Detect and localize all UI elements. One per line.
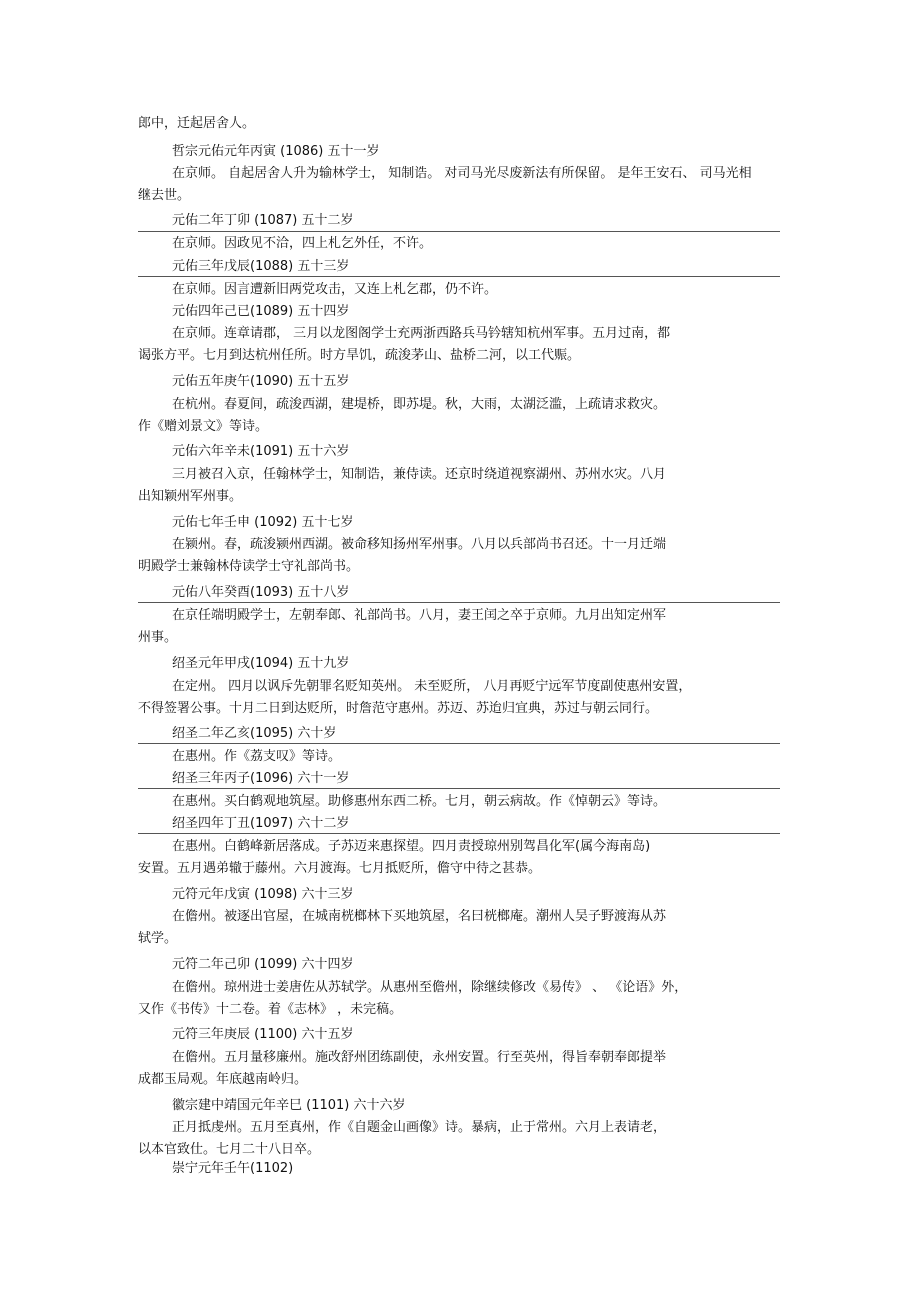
text-line: 谒张方平。七月到达杭州任所。时方旱饥，疏浚茅山、盐桥二河，以工代赈。 bbox=[138, 348, 581, 363]
text-line: 在儋州。五月量移廉州。施改舒州团练副使，永州安置。行至英州，得旨奉朝奉郎提举 bbox=[172, 1050, 667, 1065]
text-line: 继去世。 bbox=[138, 188, 191, 203]
year-heading: 徽宗建中靖国元年辛巳 (1101) 六十六岁 bbox=[172, 1098, 406, 1113]
text-line: 在定州。 四月以讽斥先朝罪名贬知英州。 未至贬所， 八月再贬宁远军节度副使惠州安置， bbox=[172, 679, 692, 694]
text-line: 在惠州。作《荔支叹》等诗。 bbox=[172, 749, 342, 764]
year-heading: 绍圣元年甲戌(1094) 五十九岁 bbox=[172, 656, 350, 671]
text-line: 又作《书传》十二卷。着《志林》 ，未完稿。 bbox=[138, 1002, 403, 1017]
year-heading: 绍圣四年丁丑(1097) 六十二岁 bbox=[172, 816, 350, 831]
year-heading: 元符二年己卯 (1099) 六十四岁 bbox=[172, 957, 354, 972]
text-line: 郎中，迁起居舍人。 bbox=[138, 116, 256, 131]
year-heading: 元佑六年辛未(1091) 五十六岁 bbox=[172, 444, 350, 459]
text-line: 在京师。因言遭新旧两党攻击，又连上札乞郡，仍不许。 bbox=[172, 282, 498, 297]
year-heading: 元佑七年壬申 (1092) 五十七岁 bbox=[172, 515, 354, 530]
year-heading: 元符三年庚辰 (1100) 六十五岁 bbox=[172, 1027, 354, 1042]
year-heading: 哲宗元佑元年丙寅 (1086) 五十一岁 bbox=[172, 144, 380, 159]
text-line: 州事。 bbox=[138, 630, 178, 645]
year-heading: 绍圣二年乙亥(1095) 六十岁 bbox=[172, 726, 337, 741]
year-heading: 崇宁元年壬午(1102) bbox=[172, 1161, 294, 1176]
rule-line bbox=[138, 788, 780, 789]
rule-line bbox=[138, 231, 780, 232]
rule-line bbox=[138, 743, 780, 744]
text-line: 在惠州。白鹤峰新居落成。子苏迈来惠探望。四月责授琼州别驾昌化军(属今海南岛) bbox=[172, 839, 651, 854]
text-line: 在颍州。春，疏浚颍州西湖。被命移知扬州军州事。八月以兵部尚书召还。十一月迁端 bbox=[172, 537, 667, 552]
text-line: 明殿学士兼翰林侍读学士守礼部尚书。 bbox=[138, 559, 360, 574]
rule-line bbox=[138, 833, 780, 834]
rule-line bbox=[138, 602, 780, 603]
year-heading: 元佑五年庚午(1090) 五十五岁 bbox=[172, 374, 350, 389]
text-line: 在京师。连章请郡， 三月以龙图阁学士充两浙西路兵马钤辖知杭州军事。五月过南，都 bbox=[172, 326, 671, 341]
year-heading: 元佑二年丁卯 (1087) 五十二岁 bbox=[172, 213, 354, 228]
text-line: 在京任端明殿学士，左朝奉郎、礼部尚书。八月，妻王闰之卒于京师。九月出知定州军 bbox=[172, 608, 667, 623]
rule-line bbox=[138, 276, 780, 277]
text-line: 作《赠刘景文》等诗。 bbox=[138, 419, 269, 434]
year-heading: 元佑三年戊辰(1088) 五十三岁 bbox=[172, 259, 350, 274]
text-line: 在儋州。被逐出官屋，在城南桄榔林下买地筑屋，名曰桄榔庵。潮州人吴子野渡海从苏 bbox=[172, 909, 667, 924]
year-heading: 元佑八年癸酉(1093) 五十八岁 bbox=[172, 585, 350, 600]
text-line: 以本官致仕。七月二十八日卒。 bbox=[138, 1142, 321, 1157]
year-heading: 元符元年戊寅 (1098) 六十三岁 bbox=[172, 887, 354, 902]
text-line: 在惠州。买白鹤观地筑屋。助修惠州东西二桥。七月，朝云病故。作《悼朝云》等诗。 bbox=[172, 794, 667, 809]
year-heading: 绍圣三年丙子(1096) 六十一岁 bbox=[172, 771, 350, 786]
year-heading: 元佑四年己已(1089) 五十四岁 bbox=[172, 304, 350, 319]
text-line: 轼学。 bbox=[138, 931, 178, 946]
text-line: 安置。五月遇弟辙于藤州。六月渡海。七月抵贬所，儋守中待之甚恭。 bbox=[138, 861, 542, 876]
text-line: 在京师。 自起居舍人升为输林学士， 知制诰。 对司马光尽废新法有所保留。 是年王安石、 司马光相 bbox=[172, 166, 752, 181]
text-line: 正月抵虔州。五月至真州，作《自题金山画像》诗。暴病，止于常州。六月上表请老， bbox=[172, 1120, 667, 1135]
text-line: 三月被召入京，任翰林学士，知制诰，兼侍读。还京时绕道视察湖州、苏州水灾。八月 bbox=[172, 467, 667, 482]
text-line: 在京师。因政见不洽，四上札乞外任，不许。 bbox=[172, 236, 433, 251]
text-line: 成都玉局观。年底越南岭归。 bbox=[138, 1072, 308, 1087]
text-line: 在杭州。春夏间，疏浚西湖，建堤桥，即苏堤。秋，大雨，太湖泛滥，上疏请求救灾。 bbox=[172, 397, 667, 412]
text-line: 出知颖州军州事。 bbox=[138, 489, 243, 504]
text-line: 不得签署公事。十月二日到达贬所，时詹范守惠州。苏迈、苏迨归宜典，苏过与朝云同行。 bbox=[138, 701, 659, 716]
text-line: 在儋州。琼州进士姜唐佐从苏轼学。从惠州至儋州，除继续修改《易传》 、 《论语》外， bbox=[172, 980, 688, 995]
